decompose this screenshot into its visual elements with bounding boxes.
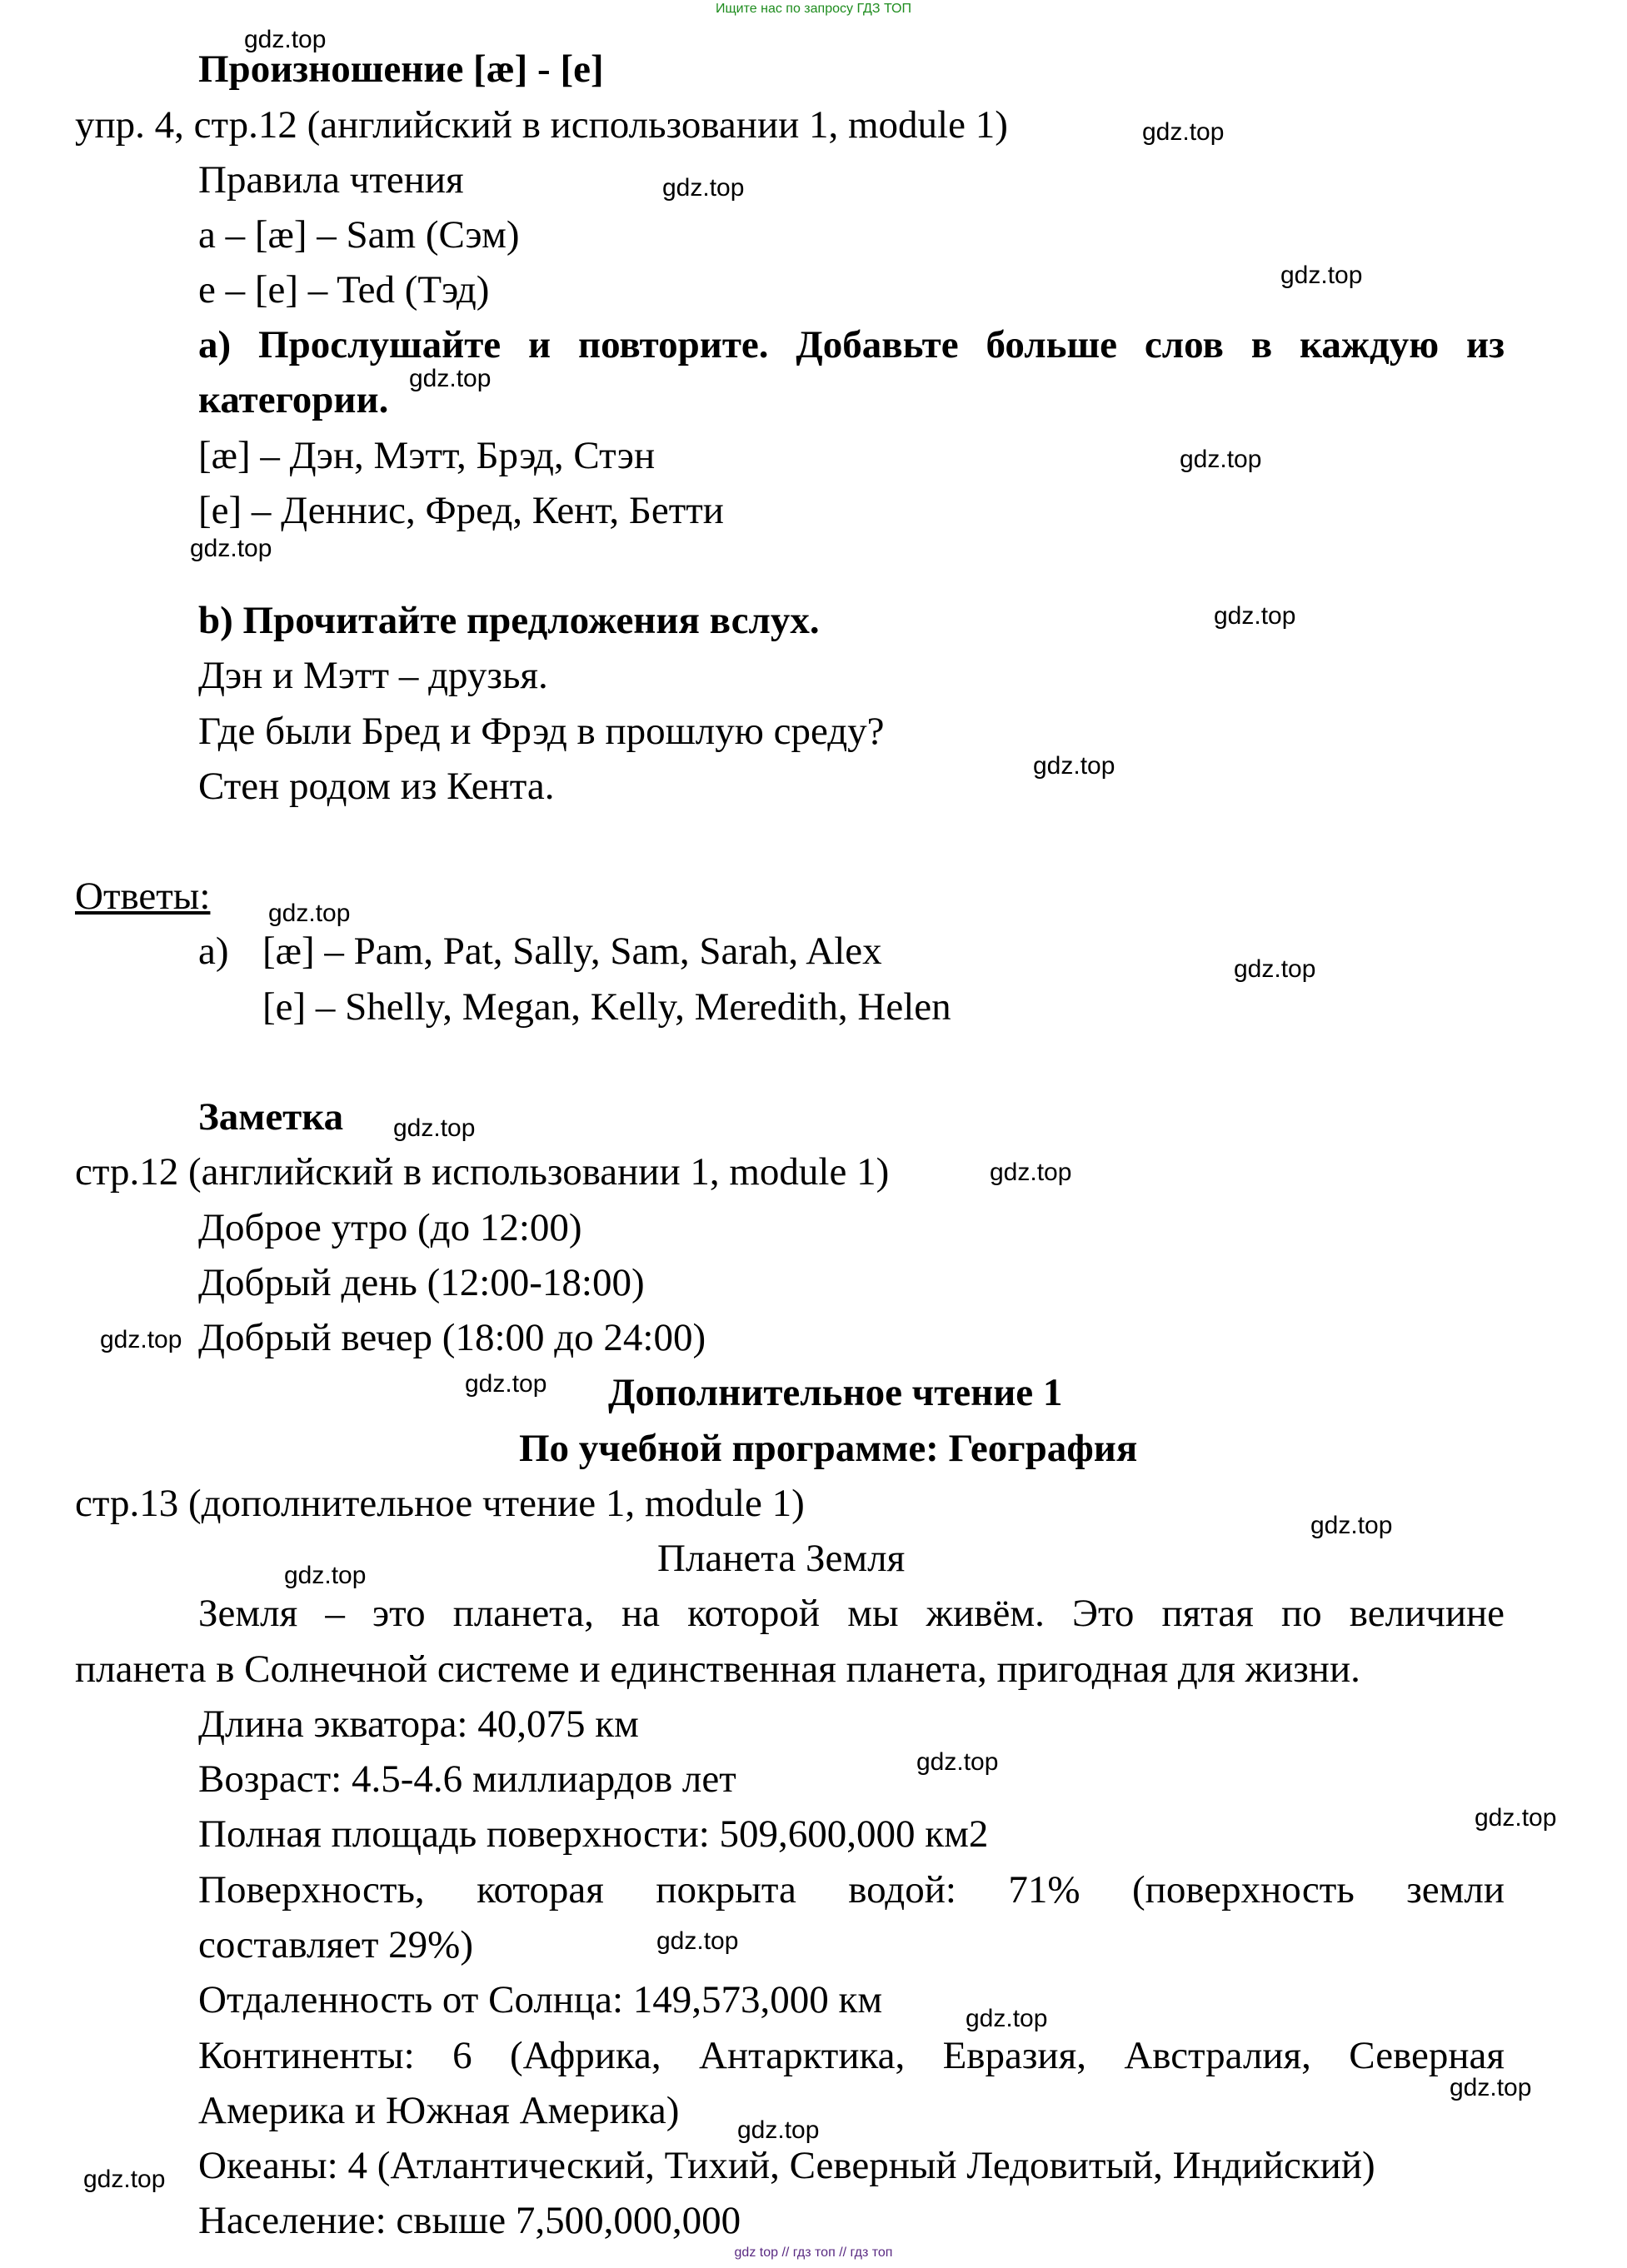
fact-equator: Длина экватора: 40,075 км <box>198 1702 639 1746</box>
watermark: gdz.top <box>1310 1512 1393 1539</box>
watermark: gdz.top <box>990 1159 1072 1186</box>
watermark: gdz.top <box>1033 752 1115 780</box>
watermark: gdz.top <box>409 365 492 392</box>
watermark: gdz.top <box>1234 955 1316 983</box>
fact-water-line-2: составляет 29%) <box>198 1923 473 1966</box>
text-heading: Планета Земля <box>657 1537 906 1580</box>
watermark: gdz.top <box>662 174 745 202</box>
intro-line-2: планета в Солнечной системе и единственная планета, пригодная для жизни. <box>75 1647 1360 1691</box>
fact-distance: Отдаленность от Солнца: 149,573,000 км <box>198 1978 883 2021</box>
fact-continents-line-2: Америка и Южная Америка) <box>198 2089 680 2132</box>
greeting-line: Доброе утро (до 12:00) <box>198 1206 582 1249</box>
reading-title: Дополнительное чтение 1 <box>608 1371 1063 1414</box>
top-banner[interactable]: Ищите нас по запросу ГДЗ ТОП <box>716 2 911 16</box>
intro-line-1: Земля – это планета, на которой мы живём. Это пятая по величине <box>198 1592 1505 1635</box>
bottom-banner[interactable]: gdz top // гдз топ // гдз топ <box>734 2246 893 2260</box>
section-title-pronunciation: Произношение [æ] - [e] <box>198 47 604 91</box>
fact-surface-area: Полная площадь поверхности: 509,600,000 км2 <box>198 1812 989 1856</box>
fact-water-line-1: Поверхность, которая покрыта водой: 71% (поверхность земли <box>198 1868 1505 1912</box>
answers-label: Ответы: <box>75 875 211 918</box>
watermark: gdz.top <box>1214 602 1296 630</box>
watermark: gdz.top <box>1142 118 1225 146</box>
task-a-line-2: категории. <box>198 378 389 421</box>
note-reference: стр.12 (английский в использовании 1, module 1) <box>75 1150 890 1194</box>
greeting-line: Добрый вечер (18:00 до 24:00) <box>198 1316 706 1359</box>
fact-oceans: Океаны: 4 (Атлантический, Тихий, Северный Ледовитый, Индийский) <box>198 2144 1375 2187</box>
e-example-words: [e] – Деннис, Фред, Кент, Бетти <box>198 489 724 532</box>
watermark: gdz.top <box>1280 262 1363 289</box>
watermark: gdz.top <box>656 1927 739 1955</box>
watermark: gdz.top <box>190 535 272 562</box>
watermark: gdz.top <box>284 1562 367 1589</box>
sentence: Где были Бред и Фрэд в прошлую среду? <box>198 710 885 753</box>
watermark: gdz.top <box>1450 2074 1532 2101</box>
fact-age: Возраст: 4.5-4.6 миллиардов лет <box>198 1757 736 1801</box>
answer-marker: a) <box>198 930 229 973</box>
ae-example-words: [æ] – Дэн, Мэтт, Брэд, Стэн <box>198 434 656 477</box>
watermark: gdz.top <box>1180 446 1262 473</box>
watermark: gdz.top <box>737 2116 820 2144</box>
watermark: gdz.top <box>966 2005 1048 2032</box>
reading-reference: стр.13 (дополнительное чтение 1, module 1) <box>75 1482 805 1525</box>
watermark: gdz.top <box>268 900 351 927</box>
answer-ae-words: [æ] – Pam, Pat, Sally, Sam, Sarah, Alex <box>262 930 882 973</box>
rule-a: a – [æ] – Sam (Сэм) <box>198 213 520 257</box>
watermark: gdz.top <box>465 1370 547 1398</box>
reading-rules-title: Правила чтения <box>198 158 464 202</box>
watermark: gdz.top <box>916 1748 999 1776</box>
note-title: Заметка <box>198 1095 344 1139</box>
sentence: Дэн и Мэтт – друзья. <box>198 654 548 697</box>
rule-e: e – [e] – Ted (Тэд) <box>198 268 490 312</box>
task-a-line-1: a) Прослушайте и повторите. Добавьте больше слов в каждую из <box>198 323 1505 366</box>
exercise-reference: упр. 4, стр.12 (английский в использовании 1, module 1) <box>75 103 1008 147</box>
answer-e-words: [e] – Shelly, Megan, Kelly, Meredith, Helen <box>262 985 951 1029</box>
watermark: gdz.top <box>83 2166 166 2193</box>
watermark: gdz.top <box>100 1326 182 1353</box>
reading-subtitle: По учебной программе: География <box>519 1427 1138 1470</box>
sentence: Стен родом из Кента. <box>198 765 555 808</box>
watermark: gdz.top <box>393 1114 476 1142</box>
task-b: b) Прочитайте предложения вслух. <box>198 599 820 642</box>
fact-continents-line-1: Континенты: 6 (Африка, Антарктика, Евразия, Австралия, Северная <box>198 2034 1505 2077</box>
fact-population: Население: свыше 7,500,000,000 <box>198 2199 741 2242</box>
watermark: gdz.top <box>244 26 327 53</box>
greeting-line: Добрый день (12:00-18:00) <box>198 1261 645 1304</box>
watermark: gdz.top <box>1475 1804 1557 1832</box>
